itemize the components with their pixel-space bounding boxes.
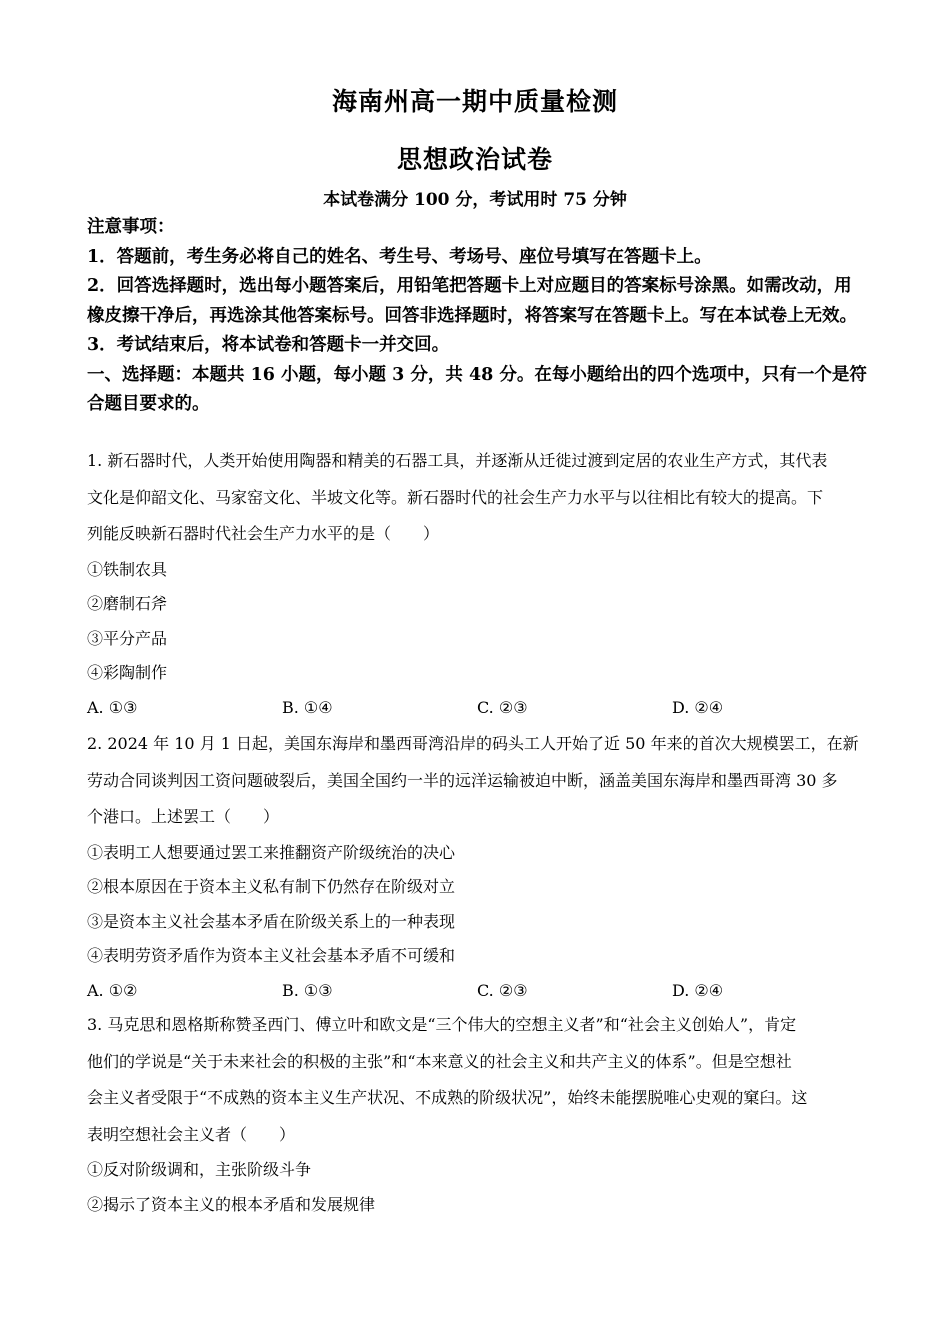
choice-c: C. ②③ bbox=[477, 980, 528, 1000]
choice-d: D. ②④ bbox=[672, 697, 724, 717]
exam-title: 海南州高一期中质量检测 bbox=[331, 87, 618, 116]
question-stem-line: 劳动合同谈判因工资问题破裂后，美国全国约一半的远洋运输被迫中断，涵盖美国东海岸和墨西哥湾 30 多 bbox=[87, 770, 838, 790]
section-heading: 一、选择题：本题共 16 小题，每小题 3 分，共 48 分。在每小题给出的四个选项中，只有一个是符合题目要求的。 bbox=[87, 364, 867, 414]
statement-option: ②磨制石斧 bbox=[87, 594, 168, 613]
question-2 bbox=[87, 726, 867, 1008]
question-stem-line: 3. 马克思和恩格斯称赞圣西门、傅立叶和欧文是“三个伟大的空想主义者”和“社会主义创始人”，肯定 bbox=[87, 1015, 797, 1034]
question-3 bbox=[87, 1007, 867, 1222]
question-stem-line: 1. 新石器时代，人类开始使用陶器和精美的石器工具，并逐渐从迁徙过渡到定居的农业生产方式，其代表 bbox=[87, 451, 828, 470]
choice-a: A. ①② bbox=[87, 980, 138, 1000]
choice-a: A. ①③ bbox=[87, 697, 138, 717]
notes-item: 1．答题前，考生务必将自己的姓名、考生号、考场号、座位号填写在答题卡上。 bbox=[87, 246, 712, 267]
statement-option: ①铁制农具 bbox=[87, 559, 168, 579]
question-stem-line: 表明空想社会主义者（ ） bbox=[87, 1124, 296, 1144]
answer-choices bbox=[87, 691, 867, 725]
question-stem-line: 会主义者受限于“不成熟的资本主义生产状况、不成熟的阶级状况”，始终未能摆脱唯心史观的窠臼。这 bbox=[87, 1088, 808, 1107]
notes-item: 3．考试结束后，将本试卷和答题卡一并交回。 bbox=[87, 335, 450, 355]
question-stem-line: 文化是仰韶文化、马家窑文化、半坡文化等。新石器时代的社会生产力水平与以往相比有较大的提高。下 bbox=[87, 487, 824, 507]
statement-option: ①反对阶级调和，主张阶级斗争 bbox=[87, 1160, 312, 1179]
statement-option: ③是资本主义社会基本矛盾在阶级关系上的一种表现 bbox=[87, 911, 456, 931]
choice-b: B. ①④ bbox=[282, 697, 333, 717]
choice-c: C. ②③ bbox=[477, 697, 528, 717]
exam-info: 本试卷满分 100 分，考试用时 75 分钟 bbox=[323, 190, 627, 210]
statement-option: ①表明工人想要通过罢工来推翻资产阶级统治的决心 bbox=[87, 842, 456, 862]
question-stem-line: 他们的学说是“关于未来社会的积极的主张”和“本来意义的社会主义和共产主义的体系”。但是空想社 bbox=[87, 1051, 792, 1071]
exam-subject: 思想政治试卷 bbox=[396, 145, 553, 174]
statement-option: ②揭示了资本主义的根本矛盾和发展规律 bbox=[87, 1194, 376, 1214]
exam-notes bbox=[87, 213, 867, 420]
question-1 bbox=[87, 443, 867, 725]
statement-option: ④彩陶制作 bbox=[87, 663, 168, 682]
notes-heading: 注意事项： bbox=[87, 217, 175, 237]
notes-item: 2．回答选择题时，选出每小题答案后，用铅笔把答题卡上对应题目的答案标号涂黑。如需改动，用橡皮擦干净后，再选涂其他答案标号。回答非选择题时，将答案写在答题卡上。写在本试卷上无效。 bbox=[87, 276, 857, 326]
statement-option: ②根本原因在于资本主义私有制下仍然存在阶级对立 bbox=[87, 877, 456, 896]
question-stem-line: 个港口。上述罢工（ ） bbox=[87, 807, 280, 826]
question-stem-line: 列能反映新石器时代社会生产力水平的是（ ） bbox=[87, 524, 440, 543]
statement-option: ④表明劳资矛盾作为资本主义社会基本矛盾不可缓和 bbox=[87, 946, 456, 965]
answer-choices bbox=[87, 974, 867, 1008]
choice-d: D. ②④ bbox=[672, 980, 724, 1000]
question-stem-line: 2. 2024 年 10 月 1 日起，美国东海岸和墨西哥湾沿岸的码头工人开始了近 50 年来的首次大规模罢工，在新 bbox=[87, 734, 859, 753]
statement-option: ③平分产品 bbox=[87, 628, 168, 648]
choice-b: B. ①③ bbox=[282, 980, 333, 1000]
